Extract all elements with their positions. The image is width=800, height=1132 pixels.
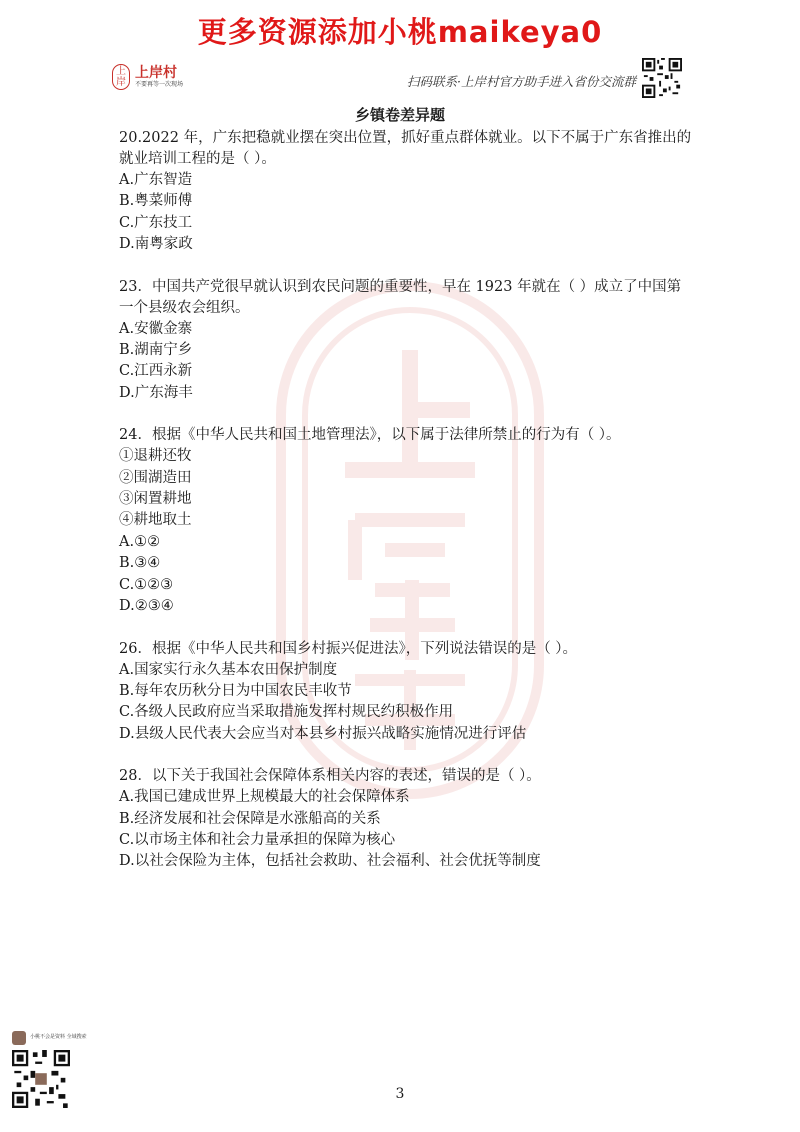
answer-option: D.广东海丰 xyxy=(119,384,193,401)
answer-option: D.县级人民代表大会应当对本县乡村振兴战略实施情况进行评估 xyxy=(119,725,527,742)
header-caption: 扫码联系·上岸村官方助手进入省份交流群 xyxy=(407,74,636,89)
page-title: 乡镇卷差异题 xyxy=(354,106,445,124)
logo-name: 上岸村 xyxy=(135,64,177,81)
answer-option: A.我国已建成世界上规模最大的社会保障体系 xyxy=(119,789,410,806)
question-item xyxy=(119,277,694,405)
question-item xyxy=(119,639,694,746)
answer-option: C.江西永新 xyxy=(119,363,193,380)
question-stem: 26．根据《中华人民共和国乡村振兴促进法》，下列说法错误的是（ ）。 xyxy=(119,640,578,657)
question-list xyxy=(119,128,694,894)
answer-option: B.湖南宁乡 xyxy=(119,342,193,359)
page-number: 3 xyxy=(395,1086,405,1102)
answer-option: B.经济发展和社会保障是水涨船高的关系 xyxy=(119,810,381,827)
logo-seal-icon: 上岸 xyxy=(112,64,130,90)
answer-option: A.①② xyxy=(119,533,161,550)
answer-option: C.①②③ xyxy=(119,576,174,593)
answer-option: A.安徽金寨 xyxy=(119,320,193,337)
question-item xyxy=(119,766,694,873)
question-item xyxy=(119,128,694,256)
answer-option: D.南粤家政 xyxy=(119,236,193,253)
answer-option: D.②③④ xyxy=(119,598,174,615)
qr-code-icon[interactable] xyxy=(642,58,682,98)
answer-option: C.各级人民政府应当采取措施发挥村规民约积极作用 xyxy=(119,704,454,721)
brand-logo xyxy=(112,64,183,90)
question-stem: 23．中国共产党很早就认识到农民问题的重要性，早在 1923 年就在（ ）成立了中国第一个县级农会组织。 xyxy=(119,278,682,316)
statement-item: ④耕地取土 xyxy=(119,512,192,529)
statement-item: ①退耕还牧 xyxy=(119,448,192,465)
page-header xyxy=(112,58,682,104)
question-item xyxy=(119,425,694,617)
question-stem: 28．以下关于我国社会保障体系相关内容的表述，错误的是（ ）。 xyxy=(119,768,541,785)
question-stem: 24．根据《中华人民共和国土地管理法》，以下属于法律所禁止的行为有（ ）。 xyxy=(119,427,621,444)
question-stem: 20.2022 年，广东把稳就业摆在突出位置，抓好重点群体就业。以下不属于广东省推出的就业培训工程的是（ ）。 xyxy=(119,130,692,167)
answer-option: B.粤菜师傅 xyxy=(119,193,193,210)
footer-name: 小桃不会是资料 全域搜索 xyxy=(30,1034,87,1040)
logo-slogan: 不要再等一次现场 xyxy=(135,80,184,88)
answer-option: C.广东技工 xyxy=(119,214,193,231)
answer-option: A.广东智造 xyxy=(119,172,193,188)
answer-option: A.国家实行永久基本农田保护制度 xyxy=(119,661,338,678)
promo-banner: 更多资源添加小桃maikeya0 xyxy=(197,15,603,49)
avatar xyxy=(12,1031,26,1045)
answer-option: B.每年农历秋分日为中国农民丰收节 xyxy=(119,682,352,699)
statement-item: ②围湖造田 xyxy=(119,469,192,486)
answer-option: C.以市场主体和社会力量承担的保障为核心 xyxy=(119,831,396,848)
answer-option: D.以社会保险为主体，包括社会救助、社会福利、社会优抚等制度 xyxy=(119,853,541,870)
statement-item: ③闲置耕地 xyxy=(119,491,192,508)
answer-option: B.③④ xyxy=(119,555,161,572)
